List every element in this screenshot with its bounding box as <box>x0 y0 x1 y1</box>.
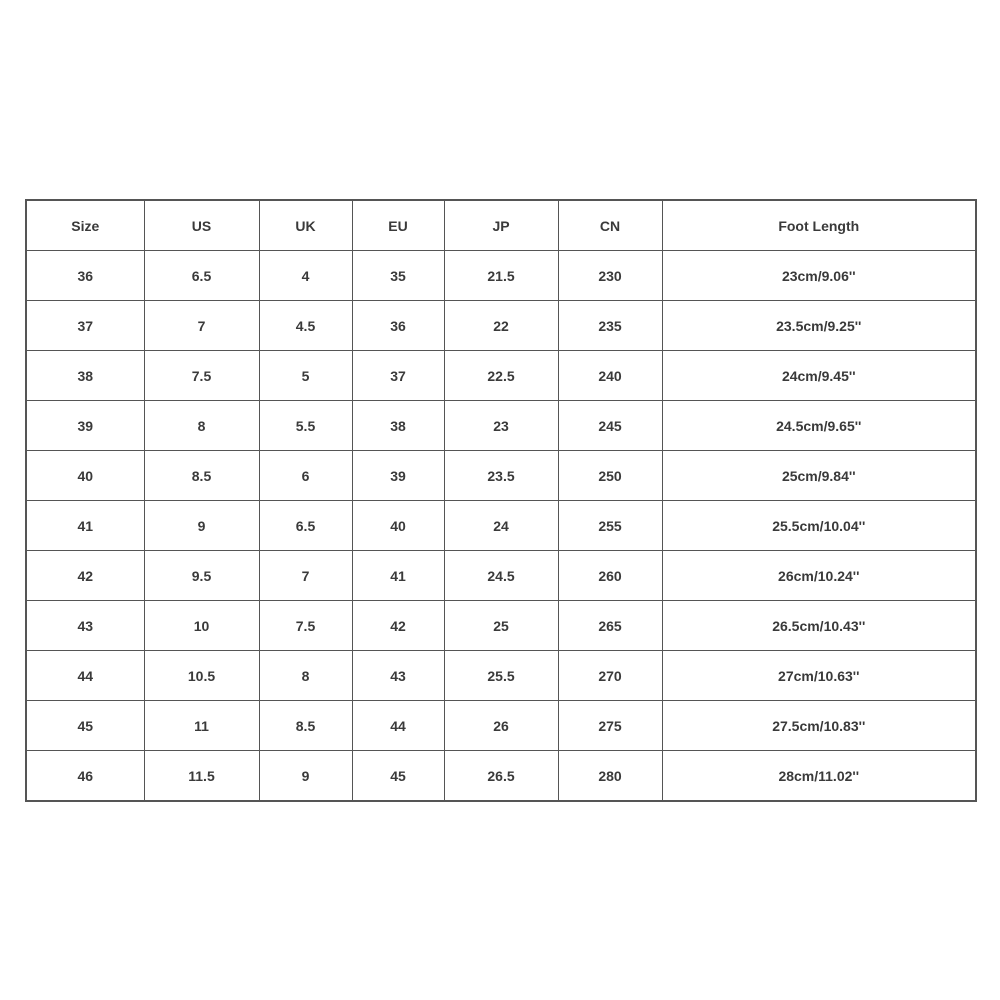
cell-eu: 39 <box>352 451 444 501</box>
table-row <box>26 301 976 351</box>
cell-foot-length: 26cm/10.24'' <box>662 551 976 601</box>
table-row <box>26 351 976 401</box>
cell-uk: 9 <box>259 751 352 802</box>
size-chart-table <box>25 199 977 802</box>
cell-us: 9 <box>144 501 259 551</box>
cell-uk: 6 <box>259 451 352 501</box>
cell-uk: 4 <box>259 251 352 301</box>
header-us: US <box>144 200 259 251</box>
cell-cn: 235 <box>558 301 662 351</box>
table-row <box>26 751 976 802</box>
table-row <box>26 251 976 301</box>
cell-size: 37 <box>26 301 144 351</box>
cell-cn: 240 <box>558 351 662 401</box>
cell-us: 7 <box>144 301 259 351</box>
cell-us: 9.5 <box>144 551 259 601</box>
cell-uk: 5 <box>259 351 352 401</box>
table-body <box>26 251 976 802</box>
header-cn: CN <box>558 200 662 251</box>
cell-cn: 250 <box>558 451 662 501</box>
cell-eu: 35 <box>352 251 444 301</box>
header-foot-length: Foot Length <box>662 200 976 251</box>
table-row <box>26 451 976 501</box>
cell-eu: 45 <box>352 751 444 802</box>
cell-us: 7.5 <box>144 351 259 401</box>
header-uk: UK <box>259 200 352 251</box>
cell-cn: 260 <box>558 551 662 601</box>
cell-jp: 24.5 <box>444 551 558 601</box>
cell-jp: 23.5 <box>444 451 558 501</box>
table-row <box>26 651 976 701</box>
cell-foot-length: 24.5cm/9.65'' <box>662 401 976 451</box>
cell-us: 11 <box>144 701 259 751</box>
cell-eu: 40 <box>352 501 444 551</box>
cell-eu: 38 <box>352 401 444 451</box>
cell-size: 38 <box>26 351 144 401</box>
cell-uk: 7.5 <box>259 601 352 651</box>
cell-eu: 36 <box>352 301 444 351</box>
header-eu: EU <box>352 200 444 251</box>
cell-eu: 41 <box>352 551 444 601</box>
table-row <box>26 401 976 451</box>
cell-cn: 270 <box>558 651 662 701</box>
cell-us: 10.5 <box>144 651 259 701</box>
cell-uk: 8.5 <box>259 701 352 751</box>
cell-us: 6.5 <box>144 251 259 301</box>
cell-foot-length: 26.5cm/10.43'' <box>662 601 976 651</box>
cell-jp: 21.5 <box>444 251 558 301</box>
cell-jp: 25.5 <box>444 651 558 701</box>
cell-jp: 24 <box>444 501 558 551</box>
cell-size: 40 <box>26 451 144 501</box>
cell-size: 41 <box>26 501 144 551</box>
cell-jp: 22.5 <box>444 351 558 401</box>
cell-eu: 37 <box>352 351 444 401</box>
cell-size: 39 <box>26 401 144 451</box>
header-jp: JP <box>444 200 558 251</box>
cell-jp: 23 <box>444 401 558 451</box>
cell-size: 45 <box>26 701 144 751</box>
cell-foot-length: 23.5cm/9.25'' <box>662 301 976 351</box>
cell-cn: 230 <box>558 251 662 301</box>
header-size: Size <box>26 200 144 251</box>
cell-uk: 4.5 <box>259 301 352 351</box>
cell-foot-length: 25.5cm/10.04'' <box>662 501 976 551</box>
cell-jp: 26.5 <box>444 751 558 802</box>
cell-size: 43 <box>26 601 144 651</box>
cell-jp: 25 <box>444 601 558 651</box>
cell-foot-length: 27.5cm/10.83'' <box>662 701 976 751</box>
cell-jp: 26 <box>444 701 558 751</box>
cell-uk: 6.5 <box>259 501 352 551</box>
cell-eu: 42 <box>352 601 444 651</box>
cell-us: 8.5 <box>144 451 259 501</box>
cell-uk: 7 <box>259 551 352 601</box>
cell-us: 10 <box>144 601 259 651</box>
cell-us: 11.5 <box>144 751 259 802</box>
cell-size: 46 <box>26 751 144 802</box>
cell-cn: 245 <box>558 401 662 451</box>
cell-size: 42 <box>26 551 144 601</box>
table-row <box>26 551 976 601</box>
cell-uk: 8 <box>259 651 352 701</box>
cell-us: 8 <box>144 401 259 451</box>
cell-foot-length: 25cm/9.84'' <box>662 451 976 501</box>
cell-eu: 43 <box>352 651 444 701</box>
cell-cn: 275 <box>558 701 662 751</box>
cell-size: 36 <box>26 251 144 301</box>
cell-size: 44 <box>26 651 144 701</box>
cell-eu: 44 <box>352 701 444 751</box>
cell-cn: 255 <box>558 501 662 551</box>
cell-foot-length: 24cm/9.45'' <box>662 351 976 401</box>
cell-foot-length: 28cm/11.02'' <box>662 751 976 802</box>
table-row <box>26 501 976 551</box>
table-row <box>26 601 976 651</box>
cell-uk: 5.5 <box>259 401 352 451</box>
cell-cn: 265 <box>558 601 662 651</box>
cell-foot-length: 23cm/9.06'' <box>662 251 976 301</box>
cell-cn: 280 <box>558 751 662 802</box>
table-row <box>26 701 976 751</box>
cell-jp: 22 <box>444 301 558 351</box>
cell-foot-length: 27cm/10.63'' <box>662 651 976 701</box>
header-row <box>26 200 976 251</box>
